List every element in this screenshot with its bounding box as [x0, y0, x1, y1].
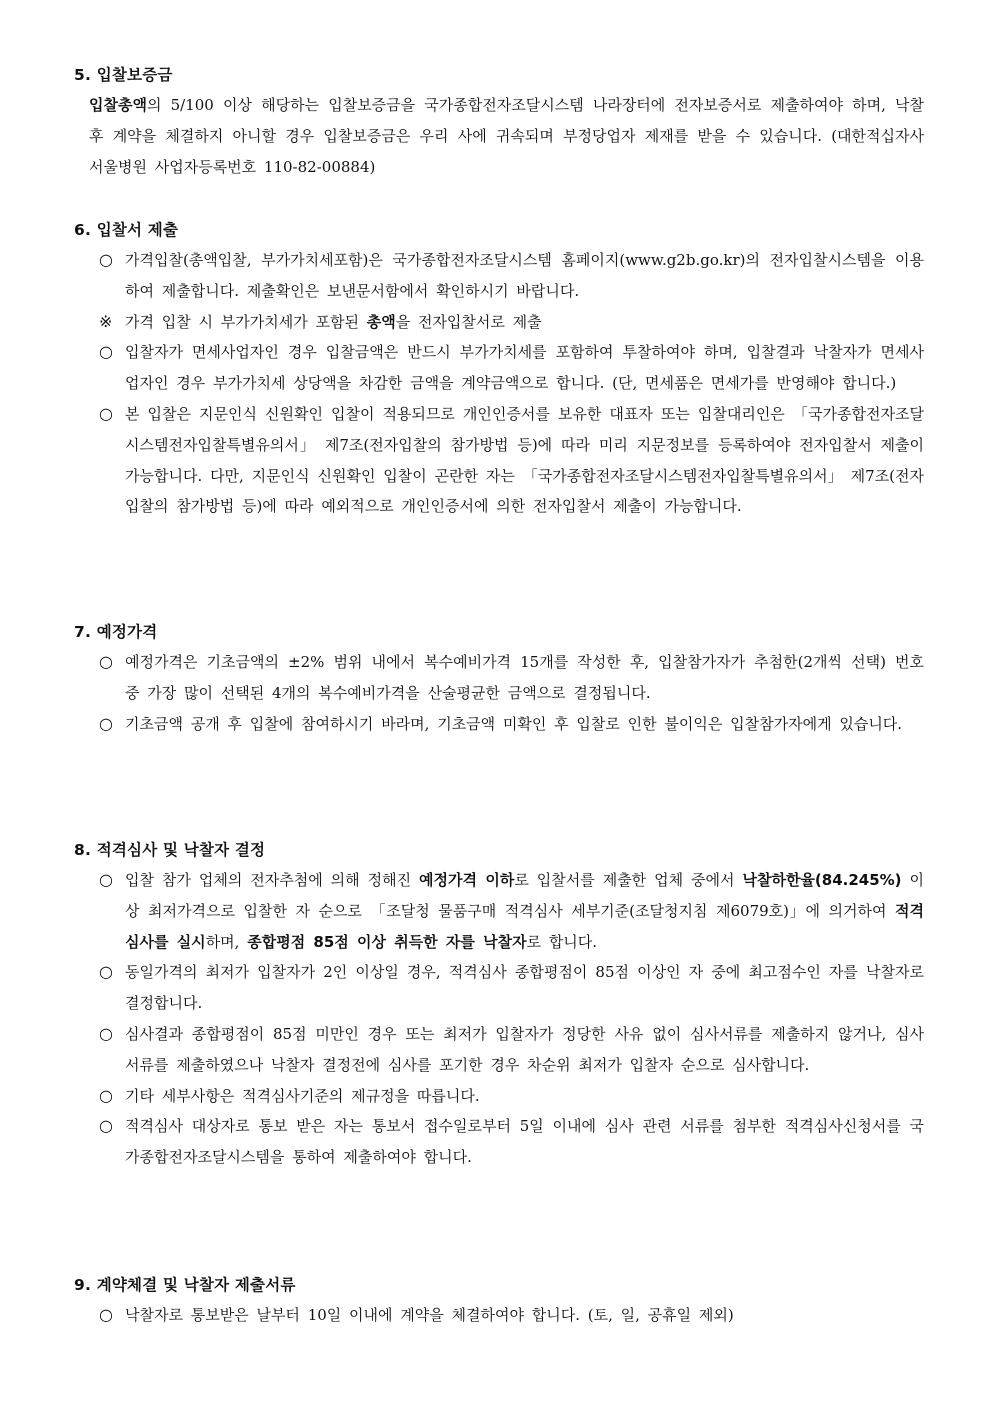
- body-text: 기타 세부사항은 적격심사기준의 제규정을 따릅니다.: [125, 1086, 480, 1105]
- list-item: [74, 307, 924, 338]
- list-item: [74, 647, 924, 709]
- section-bid-bond: [74, 60, 924, 182]
- section-title: 적격심사 및 낙찰자 결정: [96, 841, 266, 859]
- list-item: [74, 337, 924, 399]
- list-item: [74, 1081, 924, 1112]
- emphasis-text: 총액: [366, 312, 396, 331]
- body-text: 예정가격은 기초금액의 ±2% 범위 내에서 복수예비가격 15개를 작성한 후, 입찰참가자가 추첨한(2개씩 선택) 번호 중 가장 많이 선택된 4개의 복수예비가격을 산술평균한 금액으로 결정됩니다.: [125, 653, 924, 702]
- section-title: 입찰보증금: [96, 66, 173, 84]
- body-text: 로 합니다.: [526, 932, 598, 951]
- section-contract-signing: [74, 1270, 924, 1331]
- emphasis-text: 낙찰하한율(84.245%): [742, 871, 902, 889]
- body-text: 입찰 참가 업체의 전자추첨에 의해 정해진: [125, 871, 420, 889]
- section-number: 9.: [74, 1276, 92, 1294]
- section-heading: [74, 215, 924, 245]
- list-item: [74, 1111, 924, 1173]
- section-bid-submission: [74, 215, 924, 522]
- circle-bullet-icon: ○: [99, 250, 113, 269]
- body-text: 하며,: [205, 932, 248, 951]
- list-item: [74, 1300, 924, 1331]
- list-item: [74, 1019, 924, 1081]
- body-text: 을 전자입찰서로 제출: [395, 312, 542, 331]
- section-heading: [74, 1270, 924, 1300]
- body-text: 동일가격의 최저가 입찰자가 2인 이상일 경우, 적격심사 종합평점이 85점 이상인 자 중에 최고점수인 자를 낙찰자로 결정합니다.: [125, 963, 924, 1013]
- body-text: 낙찰자로 통보받은 날부터 10일 이내에 계약을 체결하여야 합니다. (토, 일, 공휴일 제외): [125, 1306, 734, 1324]
- body-text: 로 입찰서를 제출한 업체 중에서: [514, 871, 743, 889]
- section-title: 계약체결 및 낙찰자 제출서류: [96, 1276, 296, 1294]
- circle-bullet-icon: ○: [99, 652, 113, 671]
- body-text: 심사결과 종합평점이 85점 미만인 경우 또는 최저가 입찰자가 정당한 사유 없이 심사서류를 제출하지 않거나, 심사서류를 제출하였으나 낙찰자 결정전에 심사를 포기한 경우 차순위 최저가 입찰자 순으로 심사합니다.: [125, 1024, 924, 1074]
- section-number: 6.: [74, 221, 92, 239]
- list-item: [74, 399, 924, 522]
- section-number: 8.: [74, 841, 92, 859]
- list-item: [74, 245, 924, 307]
- section-title: 입찰서 제출: [96, 221, 179, 239]
- section-title: 예정가격: [96, 623, 158, 641]
- body-text: 가격입찰(총액입찰, 부가가치세포함)은 국가종합전자조달시스템 홈페이지(www.g2b.go.kr)의 전자입찰시스템을 이용하여 제출합니다. 제출확인은 보낸문서함에서 확인하시기 바랍니다.: [125, 251, 924, 300]
- emphasis-text: 예정가격 이하: [419, 871, 515, 889]
- circle-bullet-icon: ○: [99, 342, 113, 362]
- circle-bullet-icon: ○: [99, 870, 113, 889]
- circle-bullet-icon: ○: [99, 1305, 113, 1324]
- circle-bullet-icon: ○: [99, 1085, 113, 1105]
- circle-bullet-icon: ○: [99, 1116, 113, 1136]
- list-item: [74, 865, 924, 957]
- circle-bullet-icon: ○: [99, 403, 113, 423]
- circle-bullet-icon: ○: [99, 713, 113, 733]
- body-text: 입찰자가 면세사업자인 경우 입찰금액은 반드시 부가가치세를 포함하여 투찰하여야 하며, 입찰결과 낙찰자가 면세사업자인 경우 부가가치세 상당액을 차감한 금액을 계약금액으로 합니다. (단, 면세품은 면세가를 반영해야 합니다.): [125, 343, 924, 393]
- body-text: 가격 입찰 시 부가가치세가 포함된: [125, 312, 367, 331]
- body-text: 이상 최저가격으로 입찰한 자 순으로 「조달청 물품구매 적격심사 세부기준(조달청지침 제6079호)」에 의거하여: [125, 871, 924, 920]
- body-text: 적격심사 대상자로 통보 받은 자는 통보서 접수일로부터 5일 이내에 심사 관련 서류를 첨부한 적격심사신청서를 국가종합전자조달시스템을 통하여 제출하여야 합니다.: [125, 1117, 924, 1167]
- circle-bullet-icon: ○: [99, 1023, 113, 1043]
- section-number: 7.: [74, 623, 92, 641]
- section-heading: [74, 835, 924, 865]
- reference-mark-icon: ※: [99, 311, 113, 331]
- emphasis-text: 종합평점 85점 이상 취득한 자를 낙찰자: [247, 932, 527, 951]
- circle-bullet-icon: ○: [99, 962, 113, 982]
- section-heading: [74, 60, 924, 90]
- section-paragraph: [89, 90, 924, 182]
- list-item: [74, 957, 924, 1019]
- section-estimated-price: [74, 617, 924, 739]
- section-heading: [74, 617, 924, 647]
- body-text: 본 입찰은 지문인식 신원확인 입찰이 적용되므로 개인인증서를 보유한 대표자 또는 입찰대리인은 「국가종합전자조달시스템전자입찰특별유의서」 제7조(전자입찰의 참가방법 등)에 따라 미리 지문정보를 등록하여야 전자입찰서 제출이 가능합니다. 다만, 지문인식 신원확인 입찰이 곤란한 자는 「국가종합전자조달시스템전자입찰특별유의서」 제7조(전자입찰의 참가방법 등)에 따라 예외적으로 개인인증서에 의한 전자입찰서 제출이 가능합니다.: [125, 404, 924, 516]
- body-text: 기초금액 공개 후 입찰에 참여하시기 바라며, 기초금액 미확인 후 입찰로 인한 불이익은 입찰참가자에게 있습니다.: [125, 714, 903, 733]
- body-text: 의 5/100 이상 해당하는 입찰보증금을 국가종합전자조달시스템 나라장터에 전자보증서로 제출하여야 하며, 낙찰 후 계약을 체결하지 아니할 경우 입찰보증금은 우리 사에 귀속되며 부정당업자 제재를 받을 수 있습니다. (대한적십자사 서울병원 사업자등록번호 110-82-00884): [89, 96, 924, 176]
- section-qualification-review: [74, 835, 924, 1173]
- emphasis-text: 입찰총액: [89, 96, 147, 114]
- list-item: [74, 709, 924, 740]
- section-number: 5.: [74, 66, 92, 84]
- emphasis-text: 적격심사를 실시: [125, 901, 924, 951]
